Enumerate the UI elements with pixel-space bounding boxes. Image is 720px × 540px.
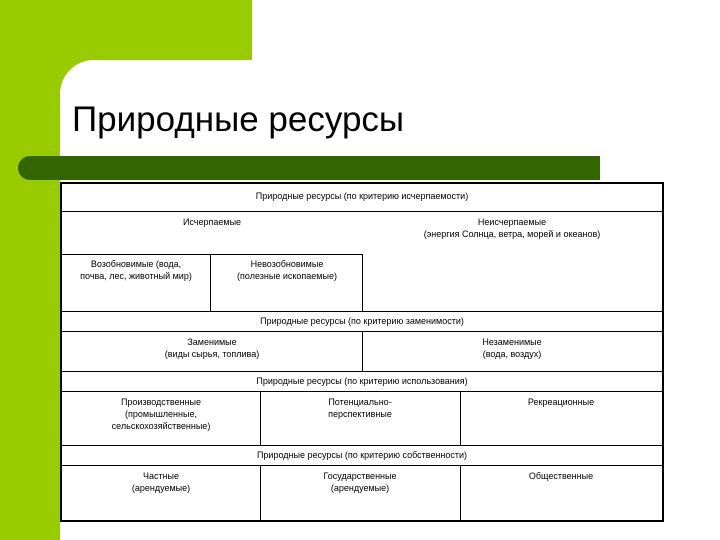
column-divider <box>210 254 211 312</box>
cell-text: (промышленные, <box>125 409 197 419</box>
cell-recreational <box>460 392 662 408</box>
cell-text: Производственные <box>120 397 202 407</box>
cell-potential <box>260 392 460 420</box>
title-underline-bar <box>18 156 600 180</box>
cell-public <box>460 466 662 482</box>
cell-text: (арендуемые) <box>330 483 390 493</box>
cell-replaceable <box>62 332 362 360</box>
cell-inexhaustible <box>362 212 662 240</box>
cell-production <box>62 392 260 432</box>
cell-nonrenewable <box>212 254 362 282</box>
cell-text: Частные <box>142 471 180 481</box>
cell-text: Возобновимые (вода, <box>90 259 182 269</box>
cell-text: (полезные ископаемые) <box>237 271 337 281</box>
cell-text: Рекреационные <box>527 397 595 407</box>
cell-text: сельскохозяйственные) <box>111 421 211 431</box>
cell-text: Незаменимые <box>482 337 542 347</box>
section-header: Природные ресурсы (по критерию использования) <box>62 372 662 392</box>
cell-text: Исчерпаемые <box>182 217 242 227</box>
cell-irreplaceable <box>362 332 662 360</box>
section-usage <box>62 372 662 446</box>
cell-text: Заменимые <box>187 337 237 347</box>
cell-text: Потенциально- <box>328 397 392 407</box>
cell-text: (энергия Солнца, ветра, морей и океанов) <box>423 229 601 239</box>
cell-text: Неисчерпаемые <box>477 217 547 227</box>
section-header: Природные ресурсы (по критерию собственности) <box>62 446 662 466</box>
cell-text: (арендуемые) <box>131 483 191 493</box>
section-replaceability <box>62 312 662 372</box>
cell-state <box>260 466 460 494</box>
cell-renewable <box>62 254 210 282</box>
cell-text: Государственные <box>323 471 397 481</box>
section-exhaustibility <box>62 184 662 312</box>
section-header: Природные ресурсы (по критерию заменимости) <box>62 312 662 332</box>
cell-text: (вода, воздух) <box>482 349 542 359</box>
resources-classification-table <box>60 182 664 522</box>
cell-text: Общественные <box>528 471 594 481</box>
cell-text: (виды сырья, топлива) <box>164 349 260 359</box>
slide-title: Природные ресурсы <box>72 100 405 139</box>
section-header: Природные ресурсы (по критерию исчерпаемости) <box>62 184 662 212</box>
cell-text: Невозобновимые <box>250 259 324 269</box>
cell-text: перспективные <box>328 409 392 419</box>
cell-exhaustible <box>62 212 362 228</box>
column-divider <box>362 254 363 312</box>
cell-text: почва, лес, животный мир) <box>80 271 192 281</box>
cell-private <box>62 466 260 494</box>
section-ownership <box>62 446 662 520</box>
